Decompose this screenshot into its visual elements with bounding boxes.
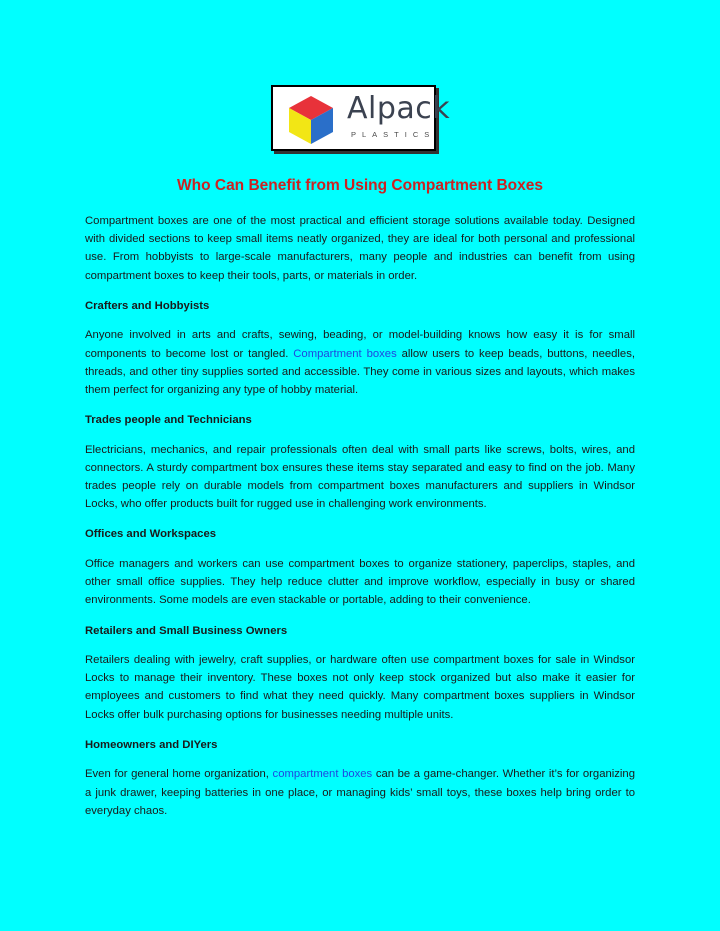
paragraph-text: Anyone involved in arts and crafts, sewing, beading, or model-building knows how easy it is for small components to become lost or tangled.	[85, 329, 635, 360]
cube-logo-icon	[285, 94, 337, 146]
intro-paragraph: Compartment boxes are one of the most practical and efficient storage solutions available today. Designed with divided sections to keep small items neatly organized, they are ideal for both personal and professional use. From hobbyists to large-scale manufacturers, many people and industries can benefit from using compartment boxes to keep their tools, parts, or materials in order.	[85, 215, 635, 282]
section-paragraph-crafters	[85, 326, 635, 399]
section-paragraph-retailers: Retailers dealing with jewelry, craft supplies, or hardware often use compartment boxes for sale in Windsor Locks to manage their inventory. These boxes not only keep stock organized but also make it easier for employees and customers to find what they need quickly. Many compartment boxes suppliers in Windsor Locks offer bulk purchasing options for businesses needing multiple units.	[85, 654, 635, 721]
section-heading-offices: Offices and Workspaces	[85, 528, 217, 541]
section-paragraph-trades: Electricians, mechanics, and repair professionals often deal with small parts like screws, bolts, wires, and connectors. A sturdy compartment box ensures these items stay separated and easy to find on the job. Many trades people rely on durable models from compartment boxes manufacturers and suppliers in Windsor Locks, who offer products built for rugged use in challenging work environments.	[85, 443, 635, 511]
section-heading-retailers: Retailers and Small Business Owners	[85, 624, 288, 637]
paragraph-text: Even for general home organization,	[85, 768, 273, 781]
compartment-boxes-link[interactable]: Compartment boxes	[293, 347, 397, 360]
article-body	[85, 212, 635, 832]
logo-subtitle: PLASTICS	[351, 130, 436, 139]
paragraph-text: allow users to keep beads, buttons, needles, threads, and other tiny supplies sorted and accessible. They come in various sizes and layouts, which makes them perfect for organizing any type of hobby material.	[85, 347, 636, 396]
section-heading-trades: Trades people and Technicians	[85, 414, 252, 427]
section-paragraph-offices: Office managers and workers can use compartment boxes to organize stationery, paperclips, staples, and other small office supplies. They help reduce clutter and improve workflow, especially in busy or shared environments. Some models are even stackable or portable, adding to their convenience.	[85, 557, 635, 607]
section-heading-homeowners: Homeowners and DIYers	[85, 738, 218, 751]
company-logo	[271, 85, 451, 151]
section-paragraph-homeowners	[85, 765, 635, 820]
paragraph-text: can be a game-changer. Whether it’s for organizing a junk drawer, keeping batteries in one place, or managing kids’ small toys, these boxes help bring order to everyday chaos.	[85, 768, 636, 817]
section-heading-crafters: Crafters and Hobbyists	[85, 299, 210, 312]
compartment-boxes-link[interactable]: compartment boxes	[272, 768, 373, 781]
page-title: Who Can Benefit from Using Compartment Boxes	[177, 177, 543, 194]
logo-wordmark: Alpack	[347, 91, 451, 126]
